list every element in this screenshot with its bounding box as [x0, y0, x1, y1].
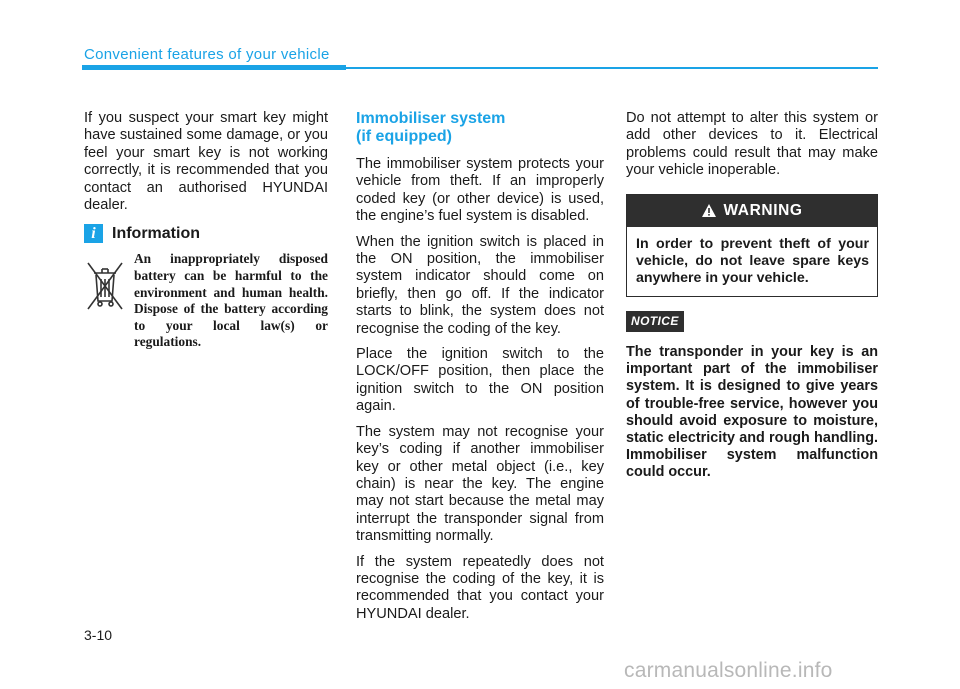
notice-text: The transponder in your key is an important part of the immobiliser system. It is designed to give years of trouble-free service, however you should avoid exposure to moisture, static electricity and rough handling. Immobiliser system malfunction could occur. — [626, 344, 878, 481]
warning-header — [627, 195, 877, 227]
info-icon: i — [84, 224, 103, 243]
body-paragraph: When the ignition switch is placed in the ON position, the immobiliser system indicator should come on briefly, then go off. If the indicator starts to blink, the system does not recognise the coding of the key. — [356, 233, 604, 337]
information-text: An inappropriately disposed battery can be harmful to the environment and human health. Dispose of the battery according to your local law(s) or regulations. — [134, 251, 328, 350]
immobiliser-heading-line2: (if equipped) — [356, 128, 452, 145]
immobiliser-heading-line1: Immobiliser system — [356, 110, 506, 127]
information-heading — [84, 224, 328, 243]
warning-triangle-icon — [701, 203, 717, 218]
column-right — [626, 110, 878, 482]
immobiliser-heading — [356, 110, 604, 146]
page-number: 3-10 — [84, 627, 113, 643]
smart-key-paragraph: If you suspect your smart key might have sustained some damage, or you feel your smart key is not working correctly, it is recommended that you contact an authorised HYUNDAI dealer. — [84, 110, 328, 214]
warning-box — [626, 194, 878, 297]
crossed-out-bin-icon — [84, 257, 126, 313]
section-title: Convenient features of your vehicle — [84, 46, 330, 63]
information-body — [84, 251, 328, 351]
body-paragraph: The immobiliser system protects your vehicle from theft. If an improperly coded key (or other device) is used, the engine’s fuel system is disabled. — [356, 156, 604, 225]
body-paragraph: Place the ignition switch to the LOCK/OFF position, then place the ignition switch to the ON position again. — [356, 346, 604, 415]
column-middle — [356, 110, 604, 631]
information-title: Information — [112, 225, 200, 243]
notice-badge: NOTICE — [626, 311, 684, 332]
column-left — [84, 110, 328, 351]
body-paragraph: If the system repeatedly does not recognise the coding of the key, it is recommended that you contact your HYUNDAI dealer. — [356, 553, 604, 622]
warning-text: In order to prevent theft of your vehicle, do not leave spare keys anywhere in your vehicle. — [636, 235, 869, 286]
body-paragraph: The system may not recognise your key’s coding if another immobiliser key or other metal object (i.e., key chain) is near the key. The engine may not start because the metal may interrupt the transponder signal from transmitting normally. — [356, 423, 604, 545]
footer-watermark: carmanualsonline.info — [624, 659, 833, 682]
warning-label: WARNING — [723, 201, 803, 219]
alteration-paragraph: Do not attempt to alter this system or add other devices to it. Electrical problems could result that may make your vehicle inoperable. — [626, 110, 878, 179]
header-rule — [82, 67, 878, 69]
